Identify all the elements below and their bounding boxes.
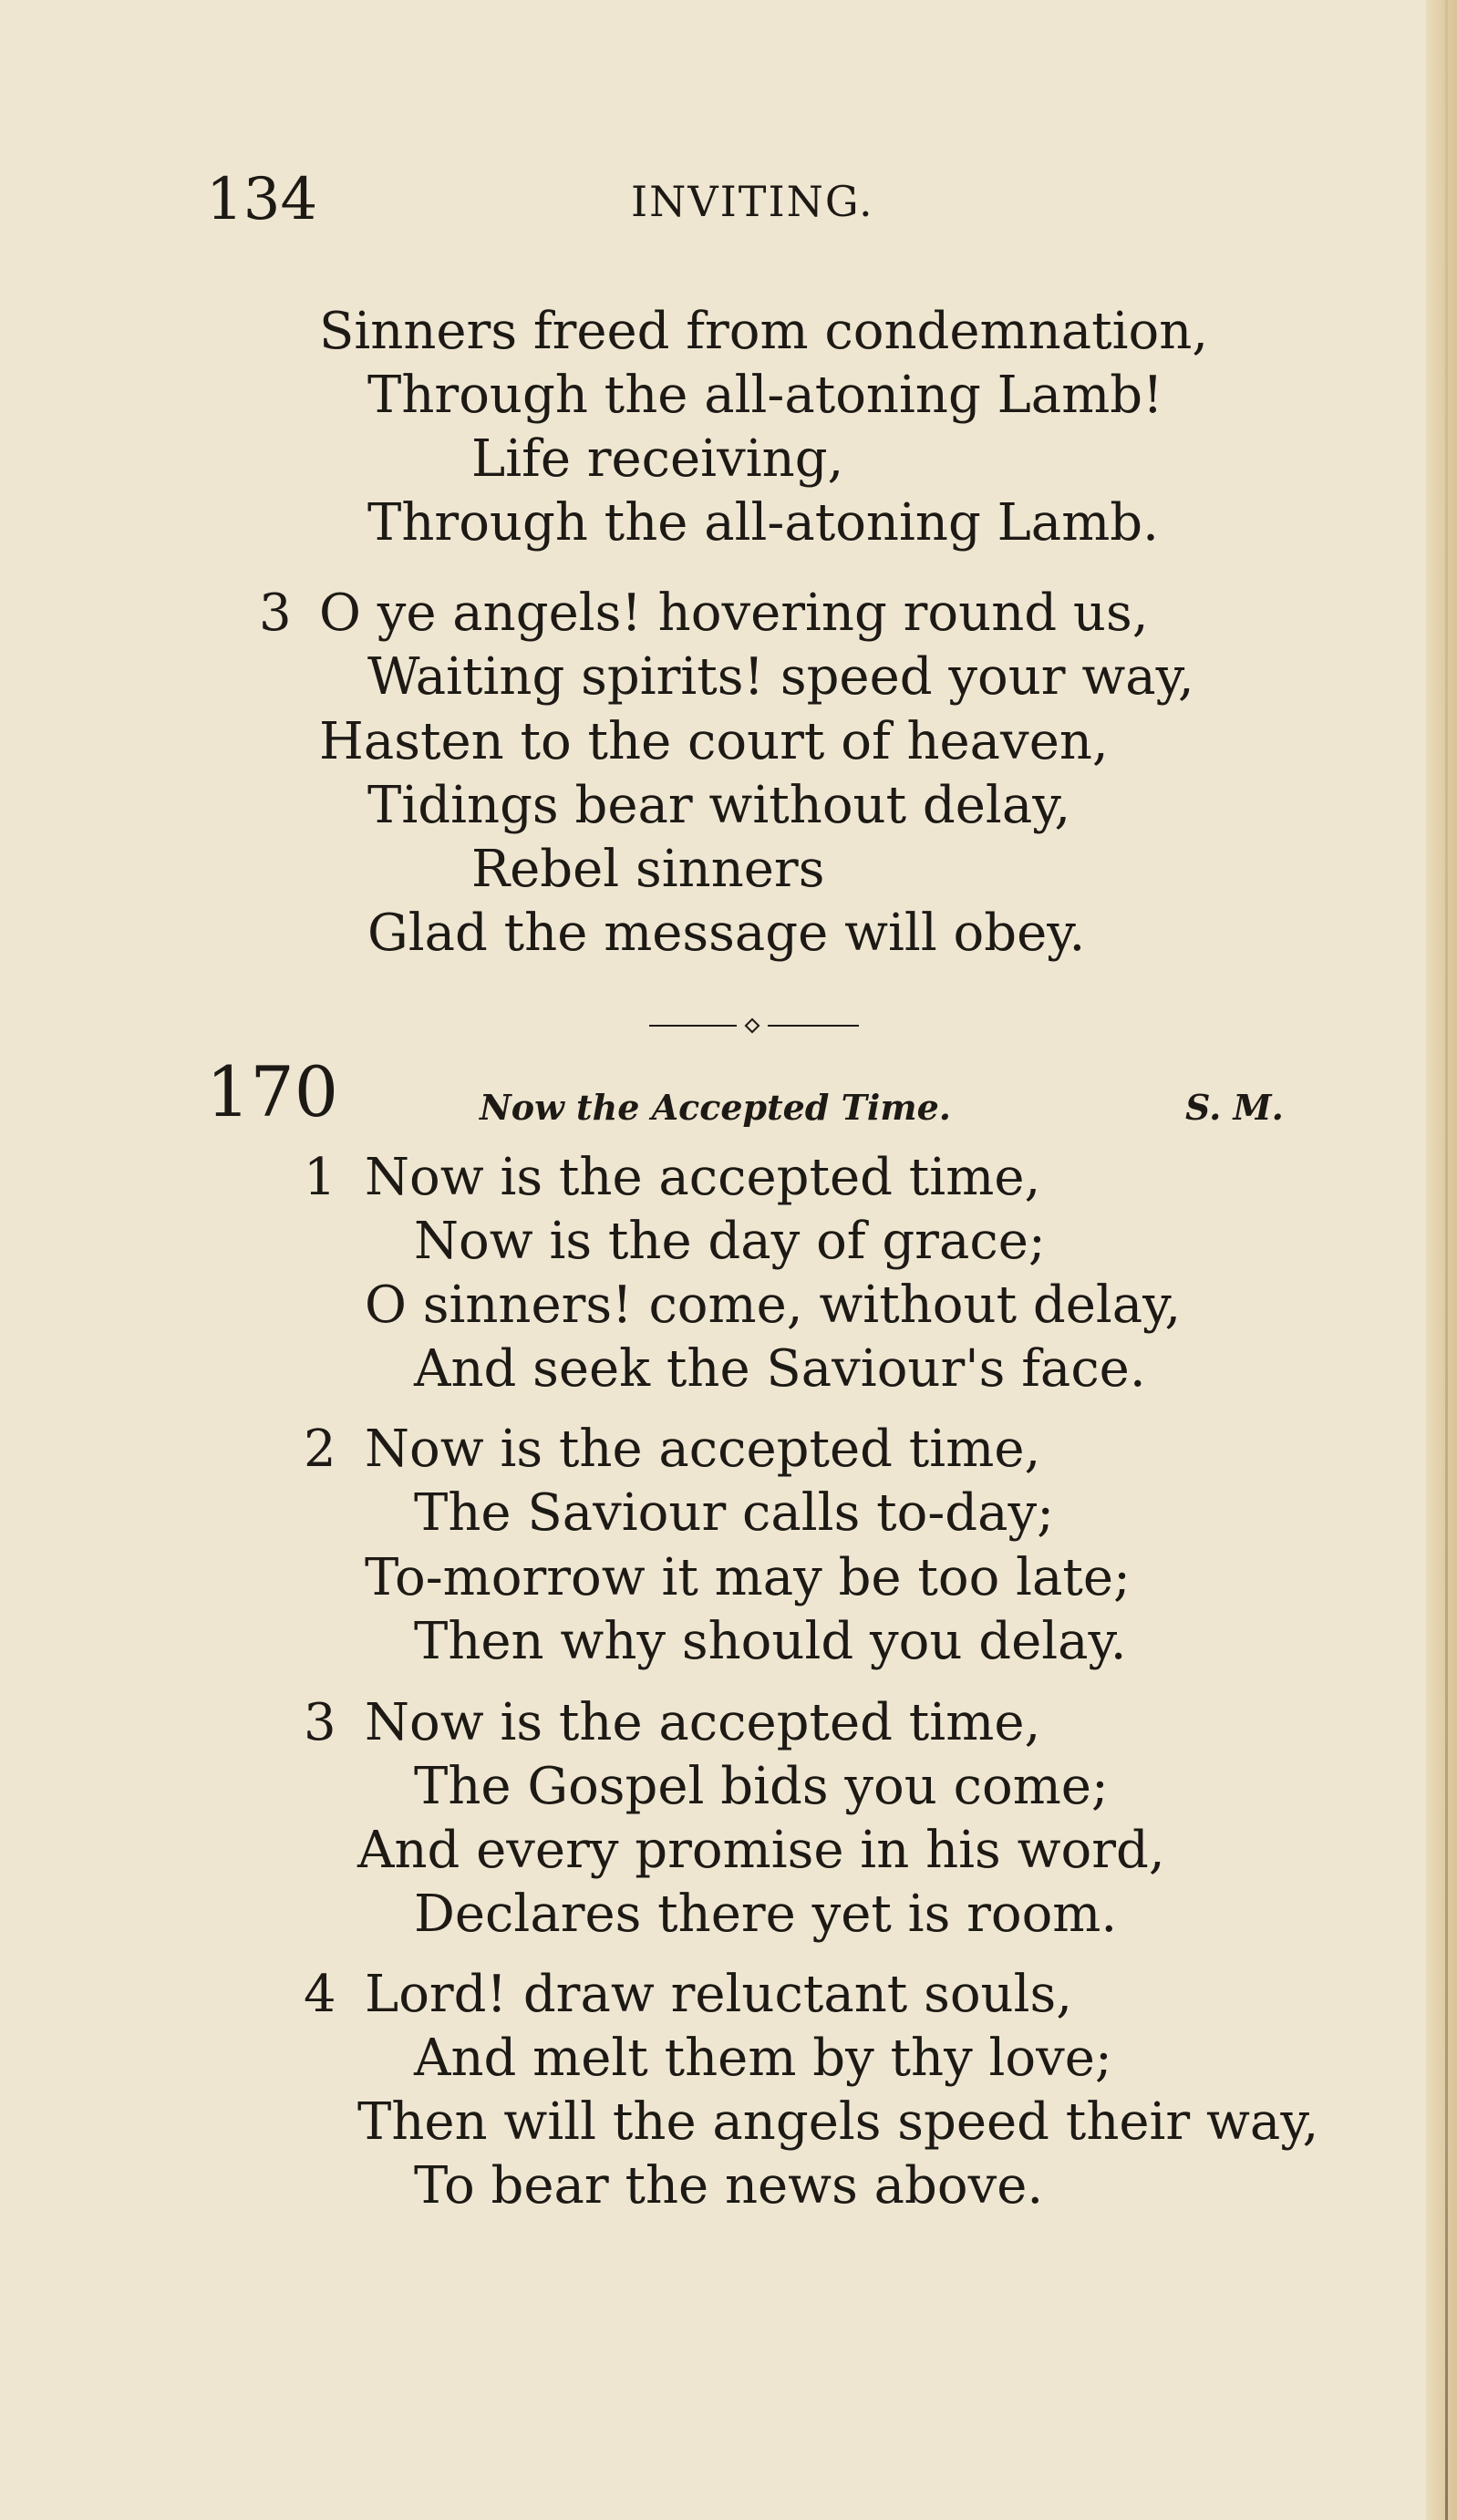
running-head [0,166,1422,233]
page-number: 134 [206,166,318,233]
verse-line: Sinners freed from condemnation, [319,302,1209,361]
verse-line: Lord! draw reluctant souls, [365,1965,1073,2024]
verse-line: To bear the news above. [414,2156,1044,2215]
verse-line: Hasten to the court of heaven, [319,712,1109,771]
stanza-number: 3 [259,584,292,643]
verse-line: Now is the accepted time, [365,1693,1041,1752]
stanza-number: 1 [304,1148,336,1207]
verse-line: Now is the accepted time, [365,1420,1041,1479]
ornamental-divider [649,1019,859,1032]
verse-line: O ye angels! hovering round us, [319,584,1149,643]
verse-line: And melt them by thy love; [414,2029,1112,2088]
verse-line: The Gospel bids you come; [414,1757,1109,1816]
verse-line: Through the all-atoning Lamb! [367,366,1163,425]
verse-line: Through the all-atoning Lamb. [367,493,1159,553]
hymn-title: Now the Accepted Time. [480,1087,951,1128]
verse-line: Then why should you delay. [414,1612,1127,1671]
stanza-number: 4 [304,1965,336,2024]
verse-line: Rebel sinners [471,840,825,899]
verse-line: Then will the angels speed their way, [357,2092,1319,2152]
hymn-meter: S. M. [1185,1087,1284,1128]
page-edge-shadow [1445,0,1448,2520]
verse-line: Declares there yet is room. [414,1885,1118,1944]
verse-line: And seek the Saviour's face. [414,1339,1146,1399]
page-edge [1426,0,1457,2520]
verse-line: Now is the accepted time, [365,1148,1041,1207]
verse-line: The Saviour calls to-day; [414,1483,1054,1543]
verse-line: Tidings bear without delay, [367,776,1071,835]
stanza-number: 2 [304,1420,336,1479]
verse-line: To-morrow it may be too late; [365,1548,1131,1607]
section-title: INVITING. [631,177,874,226]
hymn-number: 170 [206,1051,339,1132]
verse-line: Glad the message will obey. [367,904,1086,963]
verse-line: O sinners! come, without delay, [365,1275,1182,1335]
verse-line: Life receiving, [471,429,844,489]
verse-line: Now is the day of grace; [414,1212,1046,1271]
verse-line: Waiting spirits! speed your way, [367,647,1194,707]
verse-line: And every promise in his word, [357,1821,1165,1880]
stanza-number: 3 [304,1693,336,1752]
